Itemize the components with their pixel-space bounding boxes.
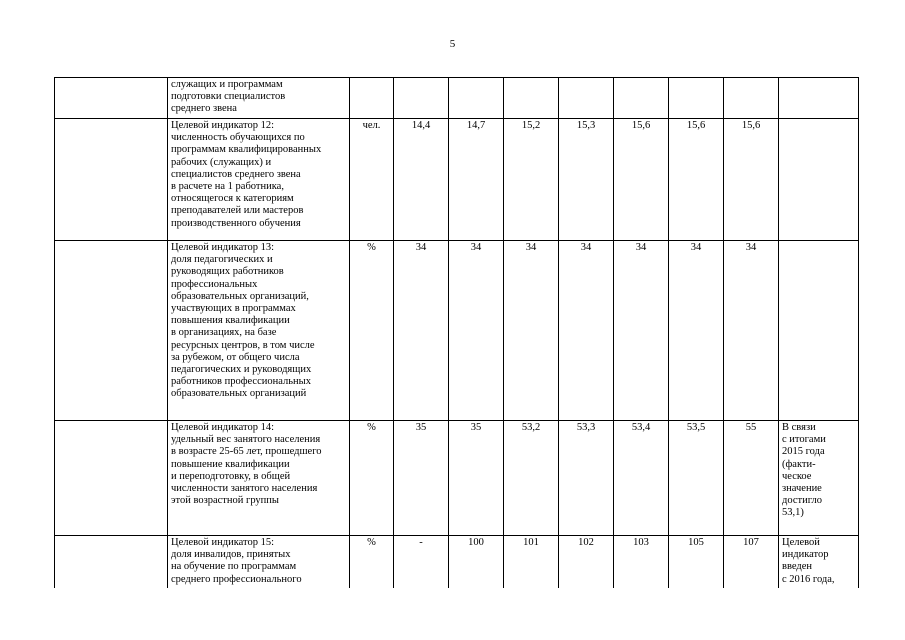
table-body [55,78,859,588]
section-cell [55,78,168,119]
value-cell: 100 [449,536,504,588]
value-cell: 35 [449,421,504,536]
page-number: 5 [449,38,456,50]
value-cell: 103 [614,536,669,588]
table-row [55,119,859,241]
value-cell [559,78,614,119]
table-row [55,536,859,588]
value-cell [394,78,449,119]
value-cell: 15,6 [669,119,724,241]
value-cell: 35 [394,421,449,536]
section-cell [55,421,168,536]
section-cell [55,119,168,241]
unit-cell: чел. [350,119,394,241]
value-cell: 105 [669,536,724,588]
indicator-description: Целевой индикатор 12: численность обучающихся по программам квалифицированных рабочих (служащих) и специалистов среднего звена в расчете на 1 работника, относящегося к категориям преподавателей или мастеров производственного обучения [168,119,350,241]
unit-cell: % [350,421,394,536]
table-row [55,241,859,421]
table-row [55,78,859,119]
value-cell: 53,3 [559,421,614,536]
note-cell [779,119,859,241]
value-cell: 15,6 [724,119,779,241]
indicator-description: служащих и программам подготовки специалистов среднего звена [168,78,350,119]
value-cell: 55 [724,421,779,536]
unit-cell [350,78,394,119]
indicators-table [54,77,859,588]
note-cell [779,78,859,119]
note-cell: Целевой индикатор введен с 2016 года, [779,536,859,588]
value-cell: 34 [504,241,559,421]
indicator-description: Целевой индикатор 14: удельный вес занятого населения в возрасте 25-65 лет, прошедшего повышение квалификации и переподготовку, в общей численности занятого населения этой возрастной группы [168,421,350,536]
unit-cell: % [350,536,394,588]
value-cell: 101 [504,536,559,588]
value-cell: 34 [394,241,449,421]
section-cell [55,536,168,588]
value-cell [724,78,779,119]
value-cell [614,78,669,119]
value-cell: 53,4 [614,421,669,536]
value-cell: 34 [559,241,614,421]
value-cell [669,78,724,119]
value-cell: 102 [559,536,614,588]
value-cell: 15,6 [614,119,669,241]
value-cell: 34 [669,241,724,421]
indicator-description: Целевой индикатор 13: доля педагогических и руководящих работников профессиональных образовательных организаций, участвующих в программах повышения квалификации в организациях, на базе ресурсных центров, в том числе за рубежом, от общего числа педагогических и руководящих работников профессиональных образовательных организаций [168,241,350,421]
value-cell [504,78,559,119]
value-cell: 34 [449,241,504,421]
value-cell: 34 [724,241,779,421]
section-cell [55,241,168,421]
table-row [55,421,859,536]
note-cell [779,241,859,421]
value-cell: - [394,536,449,588]
value-cell: 15,3 [559,119,614,241]
unit-cell: % [350,241,394,421]
value-cell: 14,7 [449,119,504,241]
value-cell: 15,2 [504,119,559,241]
value-cell: 34 [614,241,669,421]
value-cell: 53,2 [504,421,559,536]
value-cell [449,78,504,119]
value-cell: 14,4 [394,119,449,241]
note-cell: В связи с итогами 2015 года (факти- ческое значение достигло 53,1) [779,421,859,536]
value-cell: 107 [724,536,779,588]
indicator-description: Целевой индикатор 15: доля инвалидов, принятых на обучение по программам среднего профессионального [168,536,350,588]
value-cell: 53,5 [669,421,724,536]
